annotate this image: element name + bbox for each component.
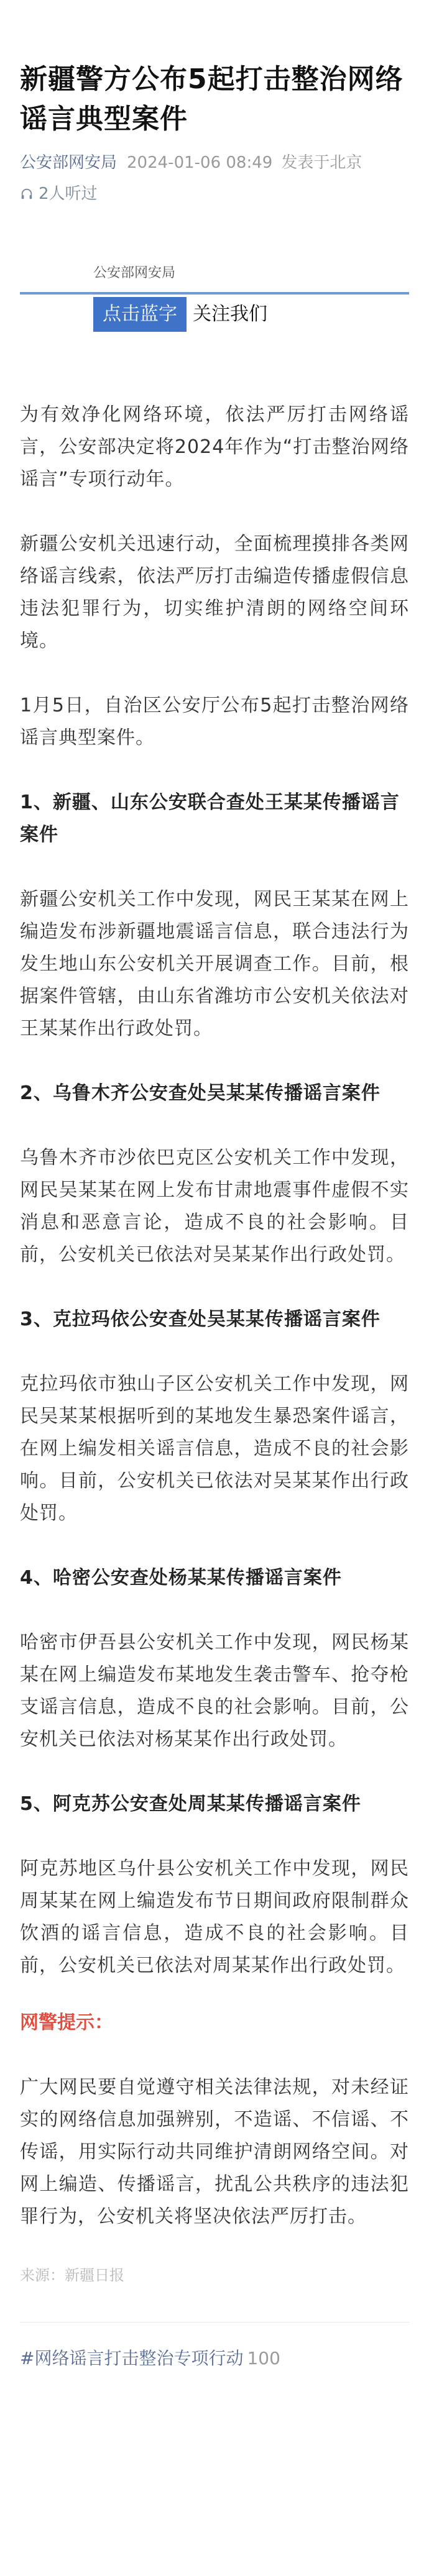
- intro-paragraph-3: 1月5日，自治区公安厅公布5起打击整治网络谣言典型案件。: [20, 695, 409, 749]
- case-5-heading: 5、阿克苏公安查处周某某传播谣言案件: [20, 1793, 361, 1815]
- headphones-icon: [20, 187, 34, 201]
- intro-paragraph-1: 为有效净化网络环境，依法严厉打击网络谣言，公安部决定将2024年作为“打击整治网络谣言”专项行动年。: [20, 404, 409, 490]
- listeners-text: 2人听过: [39, 185, 98, 203]
- account-name-link[interactable]: 公安部网安局: [20, 153, 118, 172]
- case-3-heading: 3、克拉玛依公安查处吴某某传播谣言案件: [20, 1309, 381, 1330]
- publish-time: 2024-01-06 08:49: [127, 153, 273, 172]
- intro-paragraph-2: 新疆公安机关迅速行动，全面梳理摸排各类网络谣言线索，依法严厉打击编造传播虚假信息违法犯罪行为，切实维护清朗的网络空间环境。: [20, 533, 409, 652]
- case-4-text: 哈密市伊吾县公安机关工作中发现，网民杨某某在网上编造发布某地发生袭击警车、抢夺枪支谣言信息，造成不良的社会影响。目前，公安机关已依法对杨某某作出行政处罚。: [20, 1632, 409, 1750]
- article-meta: [20, 152, 409, 174]
- follow-us-banner[interactable]: [20, 257, 409, 357]
- hashtag-count: 100: [247, 2348, 280, 2368]
- follow-us-text: 关注我们: [193, 303, 267, 325]
- case-1-text: 新疆公安机关工作中发现，网民王某某在网上编造发布涉新疆地震谣言信息，联合违法行为发生地山东公安机关开展调查工作。目前，根据案件管辖，由山东省潍坊市公安机关依法对王某某作出行政处罚。: [20, 888, 409, 1039]
- case-2-heading: 2、乌鲁木齐公安查处吴某某传播谣言案件: [20, 1082, 381, 1104]
- case-3-text: 克拉玛依市独山子区公安机关工作中发现，网民吴某某根据听到的某地发生暴恐案件谣言，在网上编发相关谣言信息，造成不良的社会影响。目前，公安机关已依法对吴某某作出行政处罚。: [20, 1373, 409, 1524]
- case-1-heading: 1、新疆、山东公安联合查处王某某传播谣言案件: [20, 792, 400, 846]
- police-tip-heading: 网警提示：: [20, 2012, 113, 2034]
- article-source: 来源：新疆日报: [20, 2267, 124, 2284]
- police-tip-text: 广大网民要自觉遵守相关法律法规，对未经证实的网络信息加强辨别，不造谣、不信谣、不传谣，用实际行动共同维护清朗网络空间。对网上编造、传播谣言，扰乱公共秩序的违法犯罪行为，公安机关将坚决依法严厉打击。: [20, 2076, 409, 2227]
- case-4-heading: 4、哈密公安查处杨某某传播谣言案件: [20, 1567, 342, 1589]
- banner-account-label: 公安部网安局: [93, 265, 176, 281]
- banner-divider: [20, 292, 409, 295]
- topic-hashtag-link[interactable]: [20, 2345, 409, 2370]
- hashtag-text: #网络谣言打击整治专项行动: [20, 2348, 244, 2368]
- case-2-text: 乌鲁木齐市沙依巴克区公安机关工作中发现，网民吴某某在网上发布甘肃地震事件虚假不实消息和恶意言论，造成不良的社会影响。目前，公安机关已依法对吴某某作出行政处罚。: [20, 1147, 409, 1266]
- publish-location: 发表于北京: [281, 153, 362, 172]
- case-5-text: 阿克苏地区乌什县公安机关工作中发现，网民周某某在网上编造发布节日期间政府限制群众饮酒的谣言信息，造成不良的社会影响。目前，公安机关已依法对周某某作出行政处罚。: [20, 1858, 409, 1976]
- article-title: 新疆警方公布5起打击整治网络谣言典型案件: [20, 63, 404, 135]
- listen-count[interactable]: [20, 183, 409, 205]
- click-blue-text-tag[interactable]: 点击蓝字: [93, 297, 187, 332]
